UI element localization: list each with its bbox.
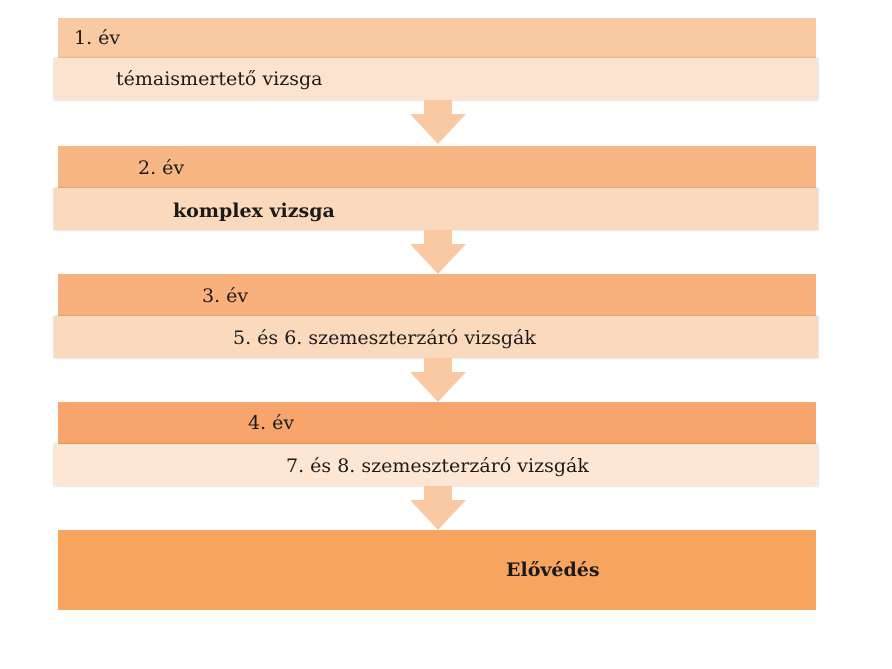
- step-2-year-label: 2. év: [138, 157, 185, 179]
- down-arrow-4: [410, 486, 466, 530]
- final-step-label: Elővédés: [506, 559, 600, 581]
- down-arrow-2: [410, 230, 466, 274]
- step-1-year-label: 1. év: [74, 27, 121, 49]
- down-arrow-3: [410, 358, 466, 402]
- step-4-exam-label: 7. és 8. szemeszterzáró vizsgák: [286, 455, 589, 477]
- step-2-exam-label: komplex vizsga: [173, 200, 335, 222]
- step-4-body: [54, 444, 818, 486]
- step-2-body: [54, 188, 818, 230]
- step-3-year-label: 3. év: [202, 285, 249, 307]
- step-4-year-label: 4. év: [248, 412, 295, 434]
- step-4-header: [58, 402, 816, 444]
- step-2-header: [58, 146, 816, 188]
- step-1-body: [54, 58, 818, 100]
- step-3-header: [58, 274, 816, 316]
- step-3-body: [54, 316, 818, 358]
- step-3-exam-label: 5. és 6. szemeszterzáró vizsgák: [233, 327, 536, 349]
- step-1-header: [58, 18, 816, 58]
- step-1-exam-label: témaismertető vizsga: [116, 68, 323, 90]
- final-step-box: [58, 530, 816, 610]
- down-arrow-1: [410, 100, 466, 144]
